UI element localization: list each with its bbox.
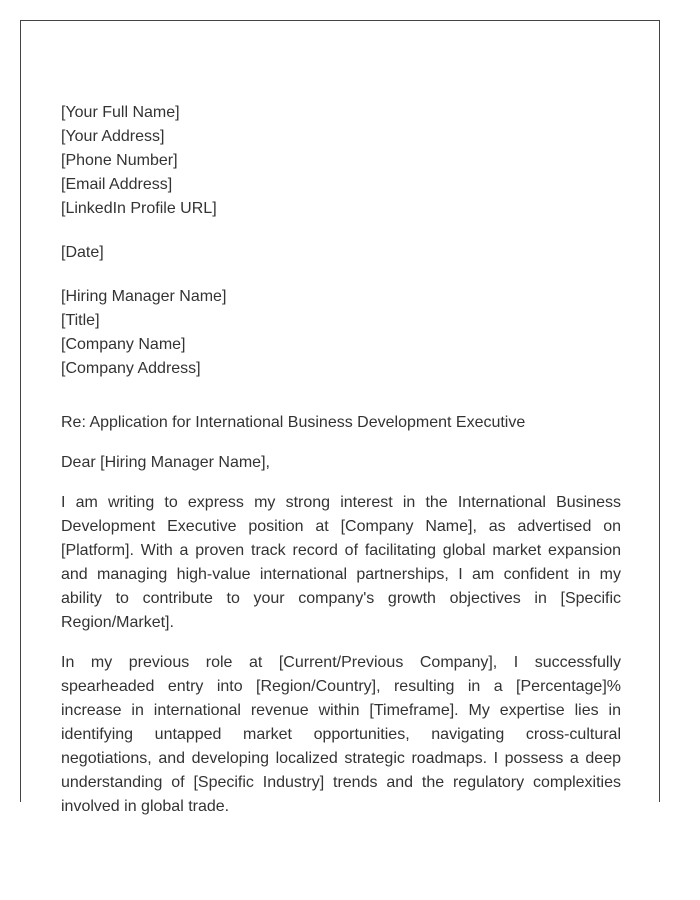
letter-content — [61, 101, 621, 835]
salutation: Dear [Hiring Manager Name], — [61, 454, 270, 471]
sender-linkedin: [LinkedIn Profile URL] — [61, 200, 217, 217]
sender-email: [Email Address] — [61, 176, 173, 193]
subject-line: Re: Application for International Business Development Executive — [61, 414, 526, 431]
recipient-block — [61, 285, 621, 381]
recipient-title: [Title] — [61, 312, 100, 329]
date-text: [Date] — [61, 244, 104, 261]
sender-address: [Your Address] — [61, 128, 165, 145]
body-paragraph-2: In my previous role at [Current/Previous Company], I successfully spearheaded entry into [Region/Country], resulting in a [Percentage]% increase in international revenue within [Timeframe]. My expertise lies in identifying untapped market opportunities, navigating cross-cultural negotiations, and developing localized strategic roadmaps. I possess a deep understanding of [Specific Industry] trends and the regulatory complexities involved in global trade. — [61, 654, 621, 815]
recipient-name: [Hiring Manager Name] — [61, 288, 227, 305]
sender-block — [61, 101, 621, 221]
body-paragraph-1: I am writing to express my strong interest in the International Business Development Executive position at [Company Name], as advertised on [Platform]. With a proven track record of facilitating global market expansion and managing high-value international partnerships, I am confident in my ability to contribute to your company's growth objectives in [Specific Region/Market]. — [61, 494, 621, 631]
sender-phone: [Phone Number] — [61, 152, 178, 169]
letter-page — [20, 20, 660, 815]
letter-date — [61, 241, 621, 265]
recipient-company: [Company Name] — [61, 336, 186, 353]
recipient-address: [Company Address] — [61, 360, 201, 377]
sender-name: [Your Full Name] — [61, 104, 180, 121]
